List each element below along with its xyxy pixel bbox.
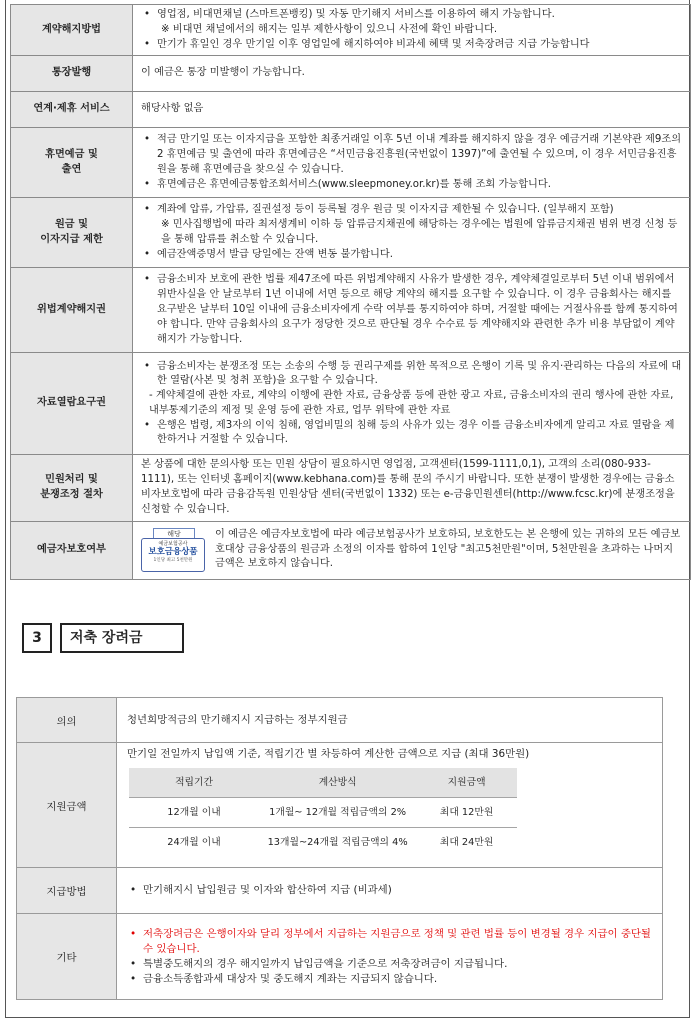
column-header: 적립기간 [129,768,259,798]
list-item: • 금융소비자 보호에 관한 법률 제47조에 따른 위법계약해지 사유가 발생한 경우, 계약체결일로부터 5년 이내 범위에서 위반사실을 안 날로부터 1년 이내에 서면 등으로 해당 계약의 해지를 요구할 수 있습니다. 이 경우 금융회사는 해지를 요구받은 날부터 10일 이내에 금융소비자에게 수락 여부를 통지하여야 하며, 거절할 때에는 거절사유를 함께 통지하여야 합니다. 만약 금융회사의 요구가 정당한 것으로 판단될 경우 수수료 등 계약해지와 관련한 추가 비용 부담없이 계약해지가 가능합니다. [141,273,682,347]
note-text: ※ 민사집행법에 따라 최저생계비 이하 등 압류금지채권에 해당하는 경우에는 법원에 압류금지채권 범위 변경 신청 등을 통해 압류를 취소할 수 있습니다. [161,219,678,245]
table-row [11,521,691,579]
list-item: • 계좌에 압류, 가압류, 질권설정 등이 등록될 경우 원금 및 이자지급 제한될 수 있습니다. (일부해지 포함) [141,203,682,218]
row-header-line: 이자지급 제한 [40,233,103,245]
row-header: 계약해지방법 [11,5,133,56]
table-row [11,92,691,128]
deposit-insurance-logo [141,528,205,572]
cell-text: 해당사항 없음 [133,92,691,128]
list-item: • 휴면예금은 휴면예금통합조회서비스(www.sleepmoney.or.kr)를 통해 조회 가능합니다. [141,178,682,193]
table-row [17,698,663,743]
section-number: 3 [22,623,52,653]
table-row [11,56,691,92]
table-row [11,353,691,455]
row-header-line: 휴면예금 및 [45,149,98,161]
table-row [11,128,691,198]
savings-incentive-table [16,697,663,1000]
warning-item: • 저축장려금은 은행이자와 달리 정부에서 지급하는 지원금으로 정책 및 관련 법률 등이 변경될 경우 지급이 중단될 수 있습니다. [127,927,652,957]
row-header: 의의 [17,698,117,743]
list-item: • 영업점, 비대면채널 (스마트폰뱅킹) 및 자동 만기해지 서비스를 이용하여 해지 가능합니다. [141,8,682,23]
table-row [11,198,691,268]
row-header-line: 원금 및 [54,219,89,231]
sub-text: - 계약체결에 관한 자료, 계약의 이행에 관한 자료, 금융상품 등에 관한 광고 자료, 금융소비자의 권리 행사에 관한 자료, 내부통제기준의 제정 및 운영 등에 관한 자료, 업무 위탁에 관한 자료 [149,390,674,416]
list-item: • 만기해지시 납입원금 및 이자와 합산하여 지급 (비과세) [127,883,652,898]
list-item: • 만기가 휴일인 경우 만기일 이후 영업일에 해지하여야 비과세 혜택 및 저축장려금 지급 가능합니다 [141,38,682,53]
section-title: 저축 장려금 [60,623,184,653]
table-row [17,868,663,914]
row-header: 지원금액 [17,743,117,868]
table-cell: 12개월 이내 [129,798,259,828]
row-header-line: 출연 [61,163,82,175]
product-terms-table [10,4,691,580]
table-cell: 최대 12만원 [416,798,517,828]
cell-text: 만기일 전일까지 납입액 기준, 적립기간 별 차등하여 계산한 금액으로 지급 (최대 36만원) [127,748,530,760]
row-header: 위법계약해지권 [11,268,133,353]
support-amount-table [129,768,517,857]
logo-line: 보호금융상품 [148,547,198,558]
row-header: 연계·제휴 서비스 [11,92,133,128]
list-item: • 적금 만기일 또는 이자지급을 포함한 최종거래일 이후 5년 이내 계좌를 해지하지 않을 경우 예금거래 기본약관 제9조의2 휴면예금 및 출연에 따라 휴면예금은 “서민금융진흥원(국번없이 1397)”에 출연될 수 있으며, 이 경우 서민금융진흥원을 통해 휴면예금을 찾으실 수 있습니다. [141,133,682,177]
list-item: • 금융소득종합과세 대상자 및 중도해지 계좌는 지급되지 않습니다. [127,972,652,987]
list-item: • 예금잔액증명서 발급 당일에는 잔액 변동 불가합니다. [141,248,682,263]
list-item: • 은행은 법령, 제3자의 이익 침해, 영업비밀의 침해 등의 사유가 있는 경우 이를 금융소비자에게 알리고 자료 열람을 제한하거나 거절할 수 있습니다. [141,419,682,449]
cell-text: 이 예금은 예금자보호법에 따라 예금보험공사가 보호하되, 보호한도는 본 은행에 있는 귀하의 모든 예금보호대상 금융상품의 원금과 소정의 이자를 합하여 1인당 "최고5천만원"이며, 5천만원을 초과하는 나머지 금액은 보호하지 않습니다. [215,528,681,570]
table-row [129,798,517,828]
row-header: 예금자보호여부 [11,521,133,579]
cell-text: 이 예금은 통장 미발행이 가능합니다. [133,56,691,92]
logo-tag: 해당 [153,528,195,539]
cell-text: 본 상품에 대한 문의사항 또는 민원 상담이 필요하시면 영업점, 고객센터(1599-1111,0,1), 고객의 소리(080-933-1111), 또는 인터넷 홈페이지(www.kebhana.com)를 통해 문의 주시기 바랍니다. 또한 분쟁이 발생한 경우에는 금융소비자보호법에 따라 금융감독원 민원상담 센터(국번없이 1332) 또는 e-금융민원센터(http://www.fcsc.kr)에 분쟁조정을 신청할 수 있습니다. [133,455,691,521]
row-header: 통장발행 [11,56,133,92]
row-header: 지급방법 [17,868,117,914]
row-header: 기타 [17,914,117,1000]
logo-line: 예금보험공사 [158,541,188,548]
table-row [129,828,517,858]
logo-line: 1인당 최고 5천만원 [153,558,193,564]
note-text: ※ 비대면 채널에서의 해지는 일부 제한사항이 있으니 사전에 확인 바랍니다. [161,23,498,35]
table-row [17,914,663,1000]
table-row [11,5,691,56]
list-item: • 금융소비자는 분쟁조정 또는 소송의 수행 등 권리구제를 위한 목적으로 은행이 기록 및 유지·관리하는 다음의 자료에 대한 열람(사본 및 청취 포함)을 요구할 수 있습니다. [141,360,682,390]
row-header-line: 분쟁조정 절차 [40,488,103,500]
cell-text: 청년희망적금의 만기해지시 지급하는 정부지원금 [117,698,663,743]
column-header: 계산방식 [259,768,416,798]
table-cell: 24개월 이내 [167,837,221,848]
table-row [17,743,663,868]
row-header-line: 민원처리 및 [45,474,98,486]
row-header: 자료열람요구권 [11,353,133,455]
column-header: 지원금액 [416,768,517,798]
table-cell: 1개월~ 12개월 적립금액의 2% [259,798,416,828]
table-cell: 최대 24만원 [439,837,494,848]
table-row [11,455,691,521]
list-item: • 특별중도해지의 경우 해지일까지 납입금액을 기준으로 저축장려금이 지급됩니다. [127,957,652,972]
table-cell: 13개월~24개월 적립금액의 4% [267,837,408,848]
table-row [11,268,691,353]
